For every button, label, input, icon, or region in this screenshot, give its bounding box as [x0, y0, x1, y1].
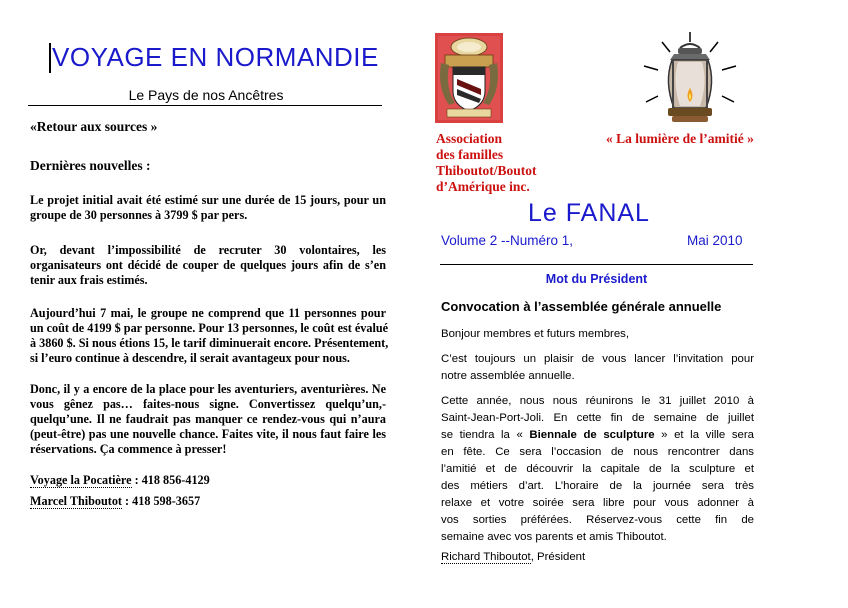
motto: « La lumière de l’amitié » — [606, 131, 754, 146]
association-name — [436, 131, 537, 195]
signature — [441, 551, 585, 563]
signature-role: , Président — [530, 551, 586, 563]
paragraph-line — [441, 427, 754, 444]
paragraph-cost — [30, 306, 389, 366]
title-divider — [28, 105, 382, 106]
signature-name: Richard Thiboutot — [441, 551, 531, 563]
paragraph-line: si l’euro continue à descendre, il serait avantageux pour nous. — [30, 351, 350, 365]
contact-phone: : 418 598-3657 — [121, 494, 201, 508]
paragraph-line: Le projet initial avait été estimé sur une durée de 15 jours, pour un — [30, 193, 386, 207]
text-fragment: » et la ville sera — [654, 429, 754, 441]
newsletter-title: Le FANAL — [528, 199, 650, 227]
paragraph-invitation — [30, 382, 386, 457]
contact-marcel — [30, 494, 200, 509]
issue-date: Mai 2010 — [687, 233, 743, 248]
heading-news: Dernières nouvelles : — [30, 158, 151, 173]
lantern-icon — [640, 30, 740, 130]
paragraph-line: en fête. Ce sera l’occasion de nous rencontrer dans — [441, 446, 754, 458]
paragraph-meeting — [441, 393, 754, 546]
paragraph-line: groupe de 30 personnes à 3799 $ par pers. — [30, 208, 248, 222]
contact-name: Marcel Thiboutot — [30, 494, 122, 508]
paragraph-line: Or, devant l’impossibilité de recruter 30 volontaires, les — [30, 243, 386, 257]
trip-subtitle: Le Pays de nos Ancêtres — [128, 87, 284, 103]
association-line: des familles — [436, 147, 504, 162]
paragraph-line: réservations. Ça commence à presser! — [30, 442, 227, 456]
paragraph-line: Saint-Jean-Port-Joli. En cette fin de semaine de juillet — [441, 412, 754, 424]
text-cursor — [49, 43, 51, 73]
paragraph-line: l’amitié et de découvrir la capitale de la sculpture et — [441, 463, 754, 475]
header-divider — [440, 264, 753, 265]
paragraph-line: Cette année, nous nous réunirons le 31 juillet 2010 à — [441, 395, 754, 407]
paragraph-line: quelqu’une. Il ne faudrait pas manquer ce rendez-vous qui n’aura — [30, 412, 386, 426]
paragraph-line: vos sorties préférées. Réservez-vous cette fin de — [441, 514, 754, 526]
biennale-label: Biennale de sculpture — [529, 429, 655, 441]
association-line: Association — [436, 131, 503, 146]
trip-title: VOYAGE EN NORMANDIE — [52, 42, 379, 72]
paragraph-line: organisateurs ont décidé de couper de quelques jours afin de s’en — [30, 258, 386, 272]
contact-phone: : 418 856-4129 — [131, 473, 210, 487]
paragraph-project — [30, 193, 386, 223]
text-fragment: se tiendra la « — [441, 429, 530, 441]
section-title: Mot du Président — [545, 272, 648, 286]
paragraph-volunteers — [30, 243, 386, 288]
paragraph-line: tenir aux frais estimés. — [30, 273, 148, 287]
paragraph-line: Aujourd’hui 7 mai, le groupe ne comprend que 11 personnes pour — [30, 306, 386, 320]
article-title: Convocation à l’assemblée générale annuelle — [441, 299, 722, 314]
paragraph-invite — [441, 351, 754, 385]
contact-name: Voyage la Pocatière — [30, 473, 132, 487]
paragraph-line: des métiers d’art. L’horaire de la journée sera très — [441, 480, 754, 492]
association-line: d’Amérique inc. — [436, 179, 530, 194]
volume-number: Volume 2 --Numéro 1, — [441, 233, 574, 248]
heading-retour: «Retour aux sources » — [30, 119, 158, 134]
paragraph-line: (peut-être) pas une nouvelle chance. Faites vite, il nous faut faire les — [30, 427, 386, 441]
paragraph-line: C’est toujours un plaisir de vous lancer l’invitation pour — [441, 353, 754, 365]
paragraph-line: notre assemblée annuelle. — [441, 370, 575, 382]
greeting: Bonjour membres et futurs membres, — [441, 328, 630, 340]
paragraph-line: un coût de 4199 $ par personne. Pour 13 personnes, le coût est évalué — [30, 321, 389, 335]
family-crest-icon — [435, 33, 503, 123]
paragraph-line: vous gênez pas… faites-nous signe. Convertissez quelqu’un,- — [30, 397, 386, 411]
paragraph-line: relaxe et votre soirée sera libre pour vous adonner à — [441, 497, 754, 509]
association-line: Thiboutot/Boutot — [436, 163, 537, 178]
paragraph-line: semaine avec vos parents et amis Thiboutot. — [441, 531, 667, 543]
contact-voyage — [30, 473, 210, 488]
paragraph-line: à 3860 $. Si nous étions 15, le tarif diminuerait encore. Présentement, — [30, 336, 389, 350]
paragraph-line: Donc, il y a encore de la place pour les aventuriers, aventurières. Ne — [30, 382, 386, 396]
